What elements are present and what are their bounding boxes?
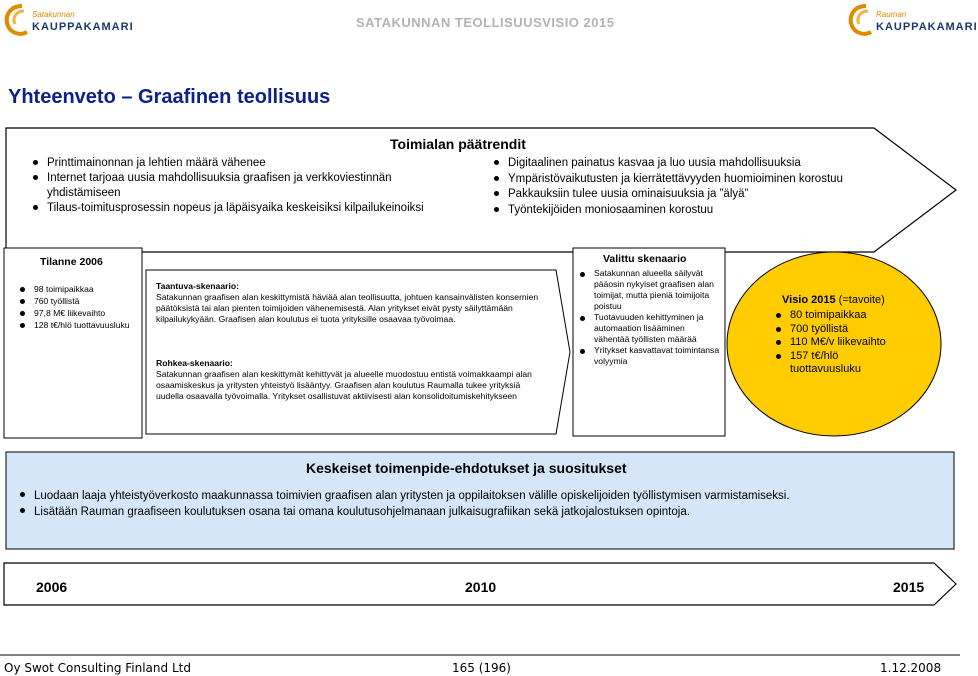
logo-left-line1: Satakunnan: [32, 10, 75, 19]
list-item: Printtimainonnan ja lehtien määrä vähenee: [33, 156, 453, 171]
scenario-taantuva-title: Taantuva-skenaario:: [156, 281, 239, 291]
list-item: Ympäristövaikutusten ja kierrätettävyyden huomioiminen korostuu: [494, 172, 874, 188]
page-title: Yhteenveto – Graafinen teollisuus: [8, 86, 331, 108]
actions-list: [20, 488, 940, 520]
trends-left-list: [33, 156, 453, 216]
actions-title: Keskeiset toimenpide-ehdotukset ja suositukset: [306, 460, 627, 476]
status-2006-title: Tilanne 2006: [40, 256, 103, 268]
scenario-taantuva: [156, 281, 540, 325]
list-item: Pakkauksiin tulee uusia ominaisuuksia ja ”älyä”: [494, 187, 874, 203]
list-item: 80 toimipaikkaa: [776, 309, 906, 323]
chosen-scenario-title: Valittu skenaario: [603, 253, 687, 265]
scenario-rohkea-title: Rohkea-skenaario:: [156, 358, 233, 368]
timeline-year-2006: 2006: [36, 579, 68, 595]
list-item: Työntekijöiden moniosaaminen korostuu: [494, 203, 874, 219]
vision-list: [776, 309, 906, 377]
status-2006-list: [20, 283, 134, 331]
footer-company: Oy Swot Consulting Finland Ltd: [4, 661, 191, 675]
list-item: 98 toimipaikkaa: [20, 283, 134, 295]
footer-date: 1.12.2008: [880, 661, 942, 675]
list-item: 760 työllistä: [20, 295, 134, 307]
status-2006-box: [4, 248, 142, 438]
list-item: Tilaus-toimitusprosessin nopeus ja läpäisyaika keskeisiksi kilpailukeinoiksi: [33, 201, 453, 216]
scenario-taantuva-text: Satakunnan graafisen alan keskittymistä häviää alan teollisuutta, johtuen kansainvälisten konsernien päätöksistä tai alan pienten toimijoiden vähenemisestä. Alan yritykset eivät pysty säilyttämään kilpailukykyään. Graafisen alan koulutus ei tuota yrityksille osaavaa työvoimaa.: [156, 292, 539, 324]
timeline-year-2010: 2010: [465, 579, 497, 595]
list-item: Lisätään Rauman graafiseen koulutuksen osana tai omana koulutusohjelmanaan julkaisugrafiikan sekä jatkojalostuksen opintoja.: [20, 504, 940, 520]
logo-left-line2: KAUPPAKAMARI: [32, 21, 134, 33]
chosen-scenario-list: [580, 268, 720, 367]
list-item: Luodaan laaja yhteistyöverkosto maakunnassa toimivien graafisen alan yritysten ja oppilaitoksen välille opiskelijoiden työllistymisen varmistamiseksi.: [20, 488, 940, 504]
list-item: Digitaalinen painatus kasvaa ja luo uusia mahdollisuuksia: [494, 156, 874, 172]
timeline-year-2015: 2015: [893, 579, 925, 595]
list-item: Satakunnan alueella säilyvät pääosin nykyiset graafisen alan toimijat, mutta pieniä toimijoita poistuu: [580, 268, 720, 312]
logo-right-line2: KAUPPAKAMARI: [876, 21, 978, 33]
list-item: 97,8 M€ liikevaihto: [20, 307, 134, 319]
logo-right-line1: Rauman: [876, 10, 907, 19]
list-item: 128 t€/hlö tuottavuusluku: [20, 319, 134, 331]
list-item: Yritykset kasvattavat toimintansa volyymia: [580, 345, 720, 367]
list-item: 157 t€/hlö tuottavuusluku: [776, 350, 906, 377]
list-item: 700 työllistä: [776, 323, 906, 337]
vision-title: [782, 294, 885, 306]
list-item: Tuotavuuden kehittyminen ja automaation lisääminen vähentää työllisten määrää: [580, 312, 720, 345]
footer-page-number: 165 (196): [452, 661, 511, 675]
trends-right-list: [494, 156, 874, 218]
scenario-rohkea: [156, 358, 550, 402]
scenario-rohkea-text: Satakunnan graafisen alan keskittymät kehittyvät ja alueelle muodostuu entistä voimakkaampi alan osaamiskeskus ja yritysten yhteistyö lisääntyy. Graafisen alan koulutus Raumalla tukee yrityksiä uudella osaavalla työvoimalla. Yritykset osallistuvat aktiivisesti alan konsolidoitumiskehitykseen: [156, 369, 532, 401]
list-item: 110 M€/v liikevaihto: [776, 336, 906, 350]
list-item: Internet tarjoaa uusia mahdollisuuksia graafisen ja verkkoviestinnän yhdistämiseen: [33, 171, 453, 201]
vision-title-rest: (=tavoite): [835, 294, 885, 306]
trends-title: Toimialan päätrendit: [390, 136, 526, 152]
vision-title-bold: Visio 2015: [782, 294, 836, 306]
header-title: SATAKUNNAN TEOLLISUUSVISIO 2015: [356, 15, 615, 30]
